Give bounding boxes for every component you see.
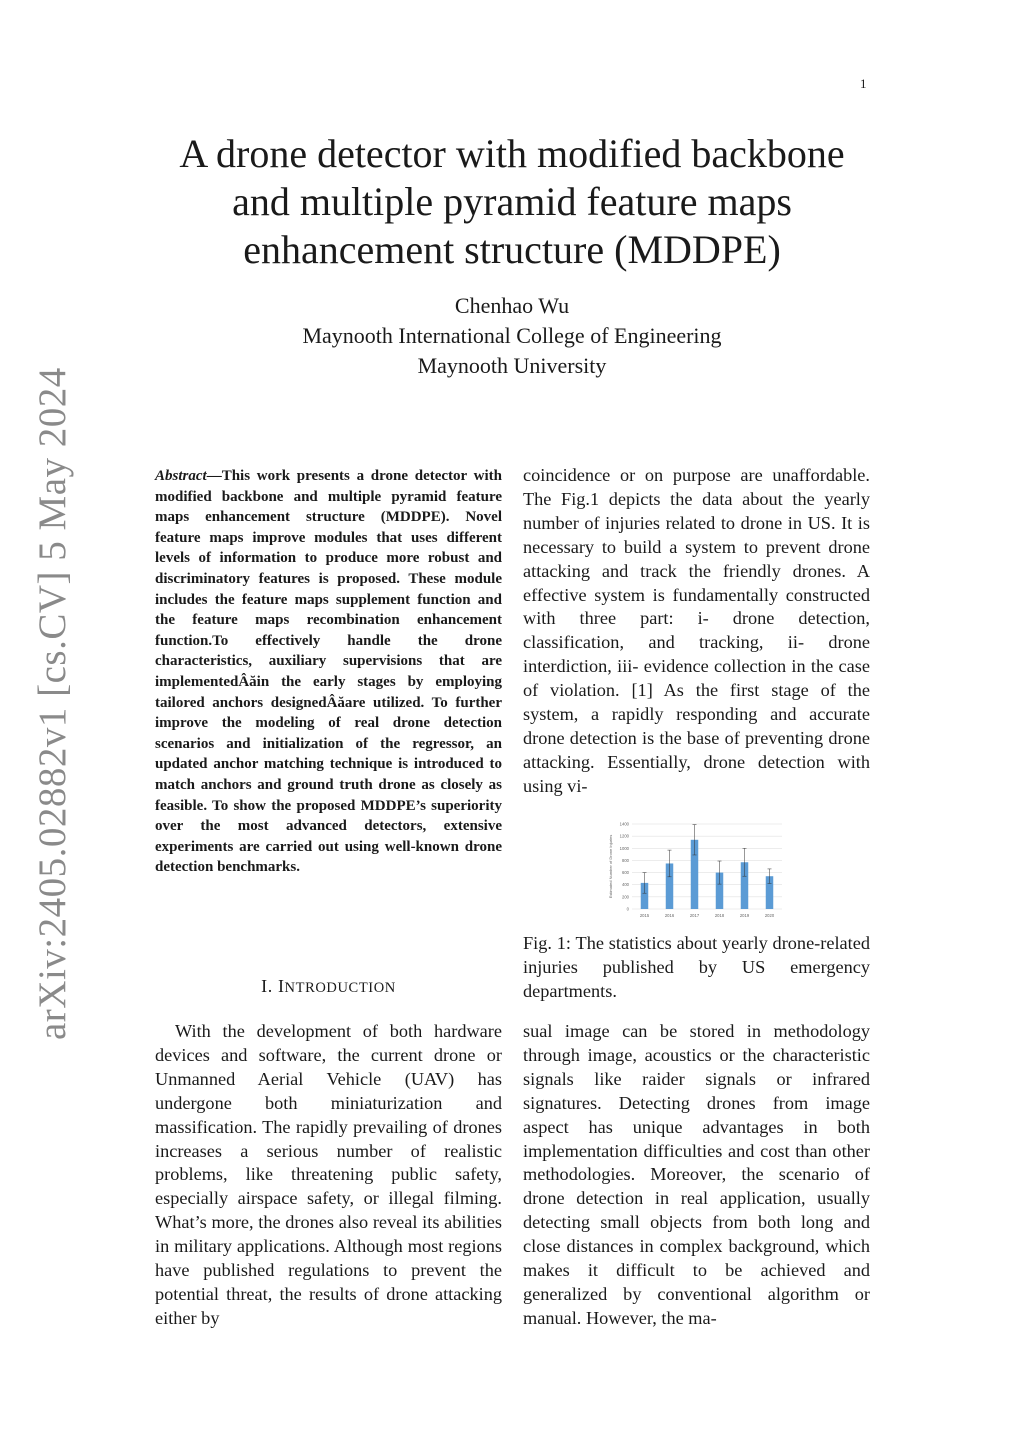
section-heading-introduction bbox=[155, 976, 502, 997]
section-number: I. bbox=[261, 976, 273, 996]
y-tick-label: 200 bbox=[622, 894, 629, 900]
abstract-dash: — bbox=[206, 468, 222, 484]
intro-paragraph-right-top: coincidence or on purpose are unaffordable. The Fig.1 depicts the data about the yearly number of injuries related to drone in US. It is necessary to build a system to prevent drone attacking and track the friendly drones. A effective system is fundamentally constructed with three part: i- drone detection, classification, and tracking, ii- drone interdiction, iii- evidence collection in the case of violation. [1] As the first stage of the system, a rapidly responding and accurate drone detection is the base of preventing drone attacking. Essentially, drone detection with using vi- bbox=[523, 465, 870, 796]
page-number: 1 bbox=[860, 76, 867, 91]
injuries-bar-chart bbox=[600, 818, 790, 922]
title-line-1: A drone detector with modified backbone bbox=[179, 131, 845, 176]
x-tick-label: 2015 bbox=[639, 913, 650, 918]
paper-title bbox=[140, 130, 884, 274]
author-name: Chenhao Wu bbox=[454, 293, 570, 318]
y-tick-label: 1200 bbox=[619, 833, 629, 839]
y-tick-label: 800 bbox=[622, 857, 629, 863]
x-tick-label: 2018 bbox=[714, 913, 725, 918]
intro-paragraph-left: With the development of both hardware devices and software, the current drone or Unmanned Aerial Vehicle (UAV) has undergone both miniaturization and massification. The rapidly prevailing of drones increases a serious number of realistic problems, like threatening public safety, especially airspace safety, or illegal filming. What’s more, the drones also reveal its abilities in military applications. Although most regions have published regulations to prevent the potential threat, the results of drone attacking either by bbox=[155, 1021, 502, 1328]
y-tick-label: 600 bbox=[622, 870, 629, 876]
x-tick-label: 2020 bbox=[764, 913, 775, 918]
author-affiliation-university: Maynooth University bbox=[417, 353, 607, 378]
abstract bbox=[155, 466, 502, 878]
y-tick-label: 1400 bbox=[619, 821, 629, 827]
abstract-text: This work presents a drone detector with modified backbone and multiple pyramid feature maps enhancement structure (MDDPE). Novel feature maps improve modules that uses different levels of information to produce more robust and discriminatory features is proposed. These module includes the feature maps supplement function and the feature maps recombination enhancement function.To effectively handle the drone characteristics, auxiliary supervisions that are implementedÂăin the early stages by employing tailored anchors designedÂăare utilized. To further improve the modeling of real drone detection scenarios and initialization of the regressor, an updated anchor matching technique is introduced to match anchors and ground truth drone as closely as feasible. To show the proposed MDDPE’s superiority over the most advanced detectors, extensive experiments are carried out using well-known drone detection benchmarks. bbox=[155, 468, 502, 876]
y-tick-label: 400 bbox=[622, 882, 629, 888]
section-title-initial: I bbox=[277, 976, 285, 996]
y-axis-label: Estimated Number of Drone Injuries bbox=[608, 834, 613, 899]
y-tick-label: 0 bbox=[626, 906, 629, 912]
x-tick-label: 2016 bbox=[664, 913, 675, 918]
author-affiliation-college: Maynooth International College of Engineering bbox=[302, 323, 722, 348]
title-line-2: and multiple pyramid feature maps bbox=[232, 179, 792, 224]
title-line-3: enhancement structure (MDDPE) bbox=[243, 227, 781, 272]
arxiv-identifier: arXiv:2405.02882v1 [cs.CV] 5 May 2024 bbox=[31, 367, 74, 1040]
y-tick-label: 1000 bbox=[619, 845, 629, 851]
figure-caption: Fig. 1: The statistics about yearly drone-related injuries published by US emergency departments. bbox=[523, 933, 870, 1001]
figure-1 bbox=[600, 818, 790, 922]
x-tick-label: 2019 bbox=[739, 913, 750, 918]
section-title-rest: NTRODUCTION bbox=[284, 980, 396, 996]
abstract-label: Abstract bbox=[155, 468, 207, 484]
intro-paragraph-right-bottom: sual image can be stored in methodology through image, acoustics or the characteristic signals like raider signals or infrared signatures. Detecting drones from image aspect has unique advantages in both implementation difficulties and cost than other methodologies. Moreover, the scenario of drone detection in real application, usually detecting small objects from both long and close distances in complex background, which makes it difficult to be achieved and generalized by conventional algorithm or manual. However, the ma- bbox=[523, 1021, 870, 1328]
x-tick-label: 2017 bbox=[689, 913, 700, 918]
author-block bbox=[140, 291, 884, 381]
